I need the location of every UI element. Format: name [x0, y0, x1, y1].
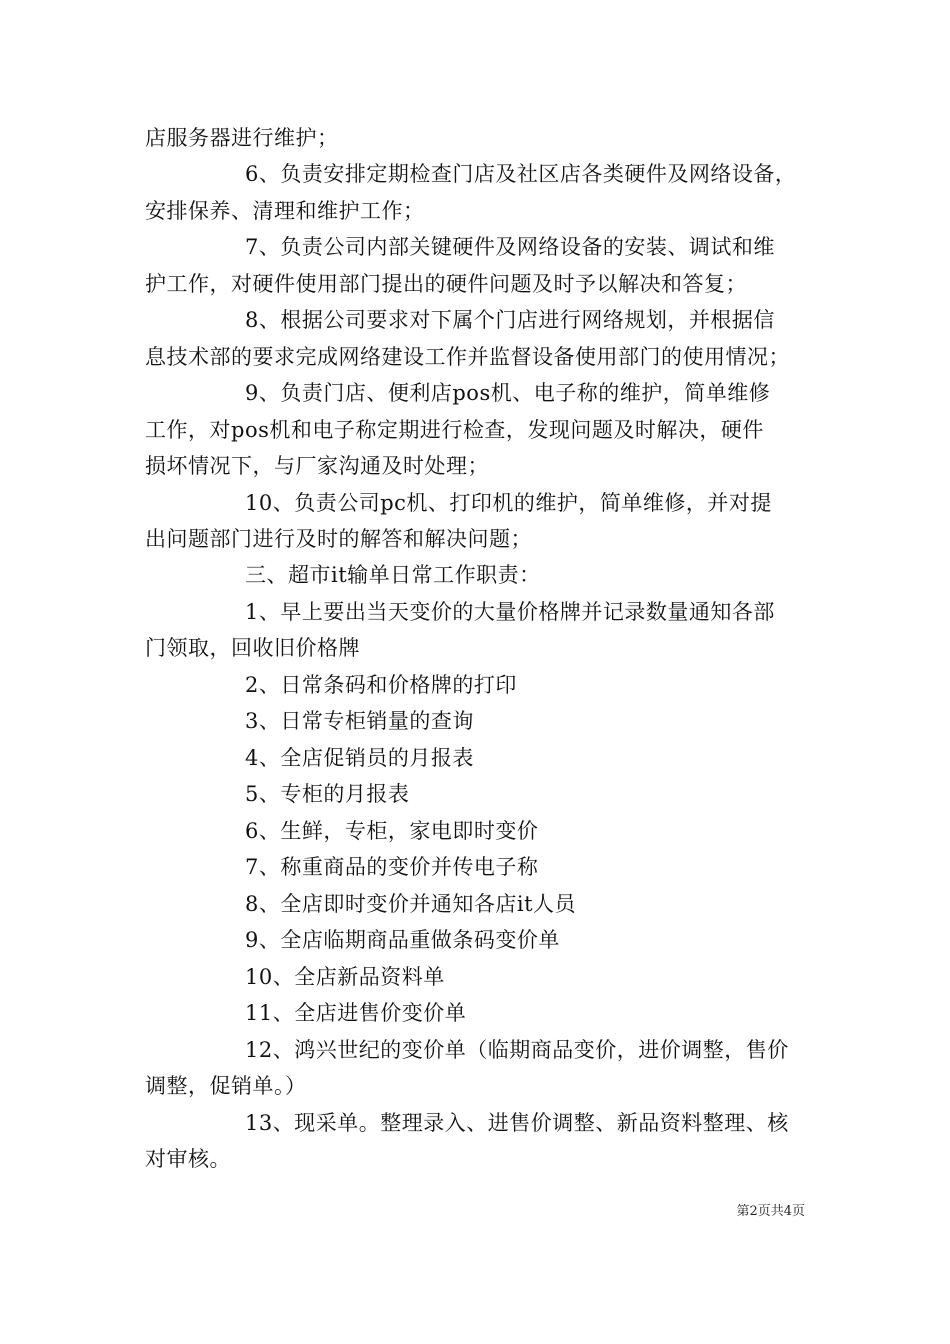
list-item: 9、全店临期商品重做条码变价单	[245, 928, 560, 952]
text-line: 息技术部的要求完成网络建设工作并监督设备使用部门的使用情况；	[145, 345, 790, 369]
list-item: 7、称重商品的变价并传电子称	[245, 855, 539, 879]
list-item: 12、鸿兴世纪的变价单（临期商品变价，进价调整，售价	[245, 1038, 789, 1062]
list-item: 13、现采单。整理录入、进售价调整、新品资料整理、核	[245, 1111, 789, 1135]
text-line: 护工作，对硬件使用部门提出的硬件问题及时予以解决和答复；	[145, 272, 747, 296]
list-item: 8、全店即时变价并通知各店it人员	[245, 892, 577, 916]
list-item: 11、全店进售价变价单	[245, 1001, 467, 1025]
text-line: 损坏情况下，与厂家沟通及时处理；	[145, 454, 489, 478]
list-item: 6、生鲜，专柜，家电即时变价	[245, 819, 539, 843]
text-line: 店服务器进行维护；	[145, 126, 339, 150]
text-line: 调整，促销单。）	[145, 1074, 307, 1098]
text-line: 7、负责公司内部关键硬件及网络设备的安装、调试和维	[245, 235, 775, 259]
text-line: 出问题部门进行及时的解答和解决问题；	[145, 527, 532, 551]
text-line: 10、负责公司pc机、打印机的维护，简单维修，并对提	[245, 491, 772, 515]
text-line: 1、早上要出当天变价的大量价格牌并记录数量通知各部	[245, 600, 775, 624]
list-item: 3、日常专柜销量的查询	[245, 709, 474, 733]
text-line: 门领取，回收旧价格牌	[145, 636, 360, 660]
text-line: 安排保养、清理和维护工作；	[145, 199, 425, 223]
text-line: 9、负责门店、便利店pos机、电子称的维护，简单维修	[245, 381, 771, 405]
page-number: 第2页共4页	[736, 1204, 805, 1219]
text-line: 对审核。	[145, 1147, 231, 1171]
list-item: 10、全店新品资料单	[245, 965, 445, 989]
section-heading: 三、超市it输单日常工作职责：	[245, 563, 541, 587]
list-item: 2、日常条码和价格牌的打印	[245, 673, 517, 697]
text-line: 6、负责安排定期检查门店及社区店各类硬件及网络设备，	[245, 162, 797, 186]
text-line: 8、根据公司要求对下属个门店进行网络规划，并根据信	[245, 308, 775, 332]
text-line: 工作，对pos机和电子称定期进行检查，发现问题及时解决，硬件	[145, 418, 764, 442]
list-item: 5、专柜的月报表	[245, 782, 410, 806]
list-item: 4、全店促销员的月报表	[245, 746, 474, 770]
